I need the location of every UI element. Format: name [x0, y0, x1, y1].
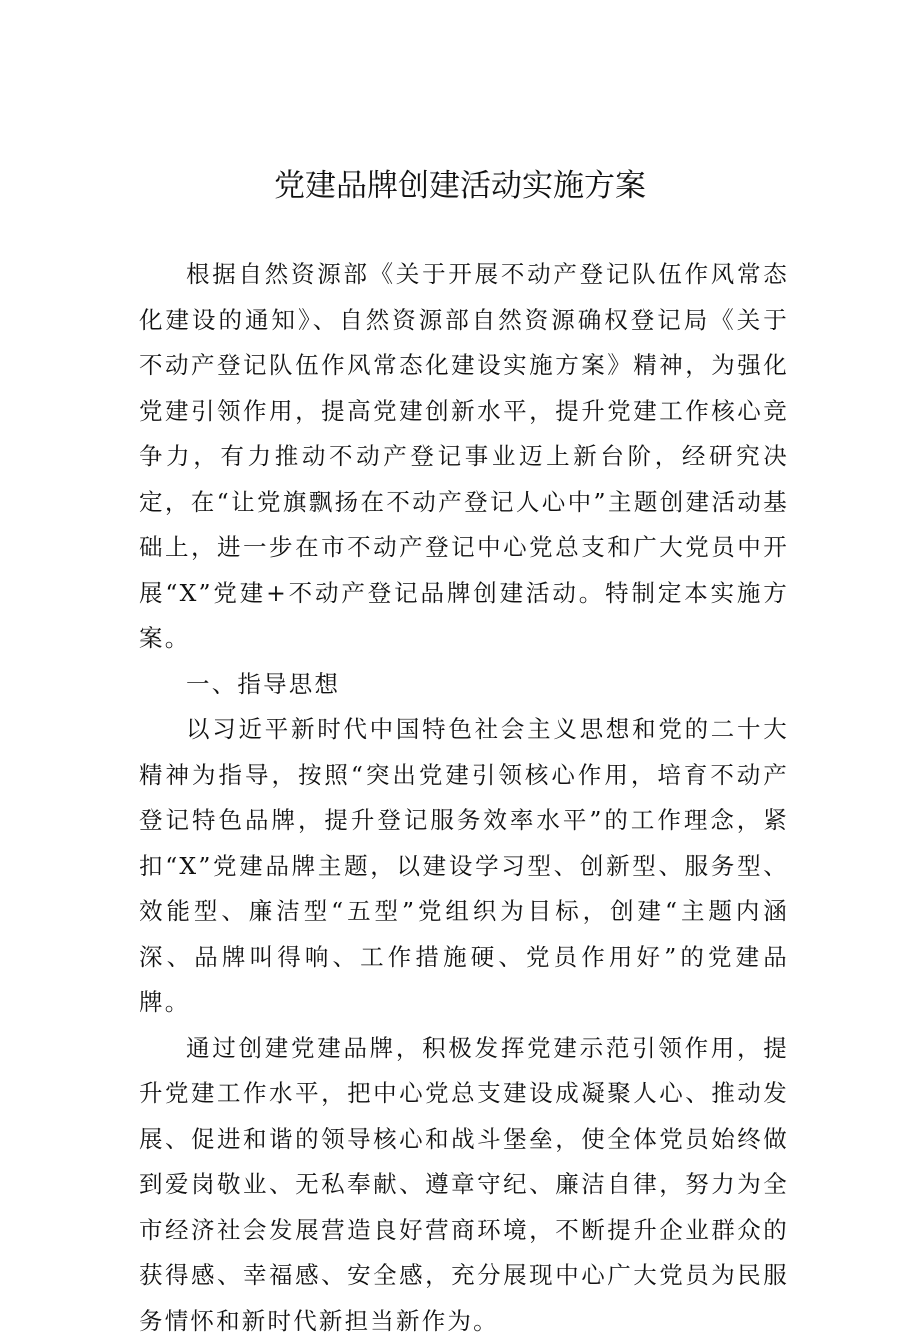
section-heading-guiding-ideology: 一、指导思想	[139, 662, 789, 708]
document-body	[139, 252, 789, 1344]
intro-paragraph: 根据自然资源部《关于开展不动产登记队伍作风常态化建设的通知》、自然资源部自然资源确权登记局《关于不动产登记队伍作风常态化建设实施方案》精神，为强化党建引领作用，提高党建创新水平，提升党建工作核心竞争力，有力推动不动产登记事业迈上新台阶，经研究决定，在“让党旗飘扬在不动产登记人心中”主题创建活动基础上，进一步在市不动产登记中心党总支和广大党员中开展“X”党建+不动产登记品牌创建活动。特制定本实施方案。	[139, 252, 789, 662]
document-title: 党建品牌创建活动实施方案	[0, 162, 920, 210]
guiding-ideology-paragraph: 以习近平新时代中国特色社会主义思想和党的二十大精神为指导，按照“突出党建引领核心作用，培育不动产登记特色品牌，提升登记服务效率水平”的工作理念，紧扣“X”党建品牌主题，以建设学习型、创新型、服务型、效能型、廉洁型“五型”党组织为目标，创建“主题内涵深、品牌叫得响、工作措施硬、党员作用好”的党建品牌。	[139, 707, 789, 1026]
goal-paragraph: 通过创建党建品牌，积极发挥党建示范引领作用，提升党建工作水平，把中心党总支建设成凝聚人心、推动发展、促进和谐的领导核心和战斗堡垒，使全体党员始终做到爱岗敬业、无私奉献、遵章守纪、廉洁自律，努力为全市经济社会发展营造良好营商环境，不断提升企业群众的获得感、幸福感、安全感，充分展现中心广大党员为民服务情怀和新时代新担当新作为。	[139, 1026, 789, 1344]
